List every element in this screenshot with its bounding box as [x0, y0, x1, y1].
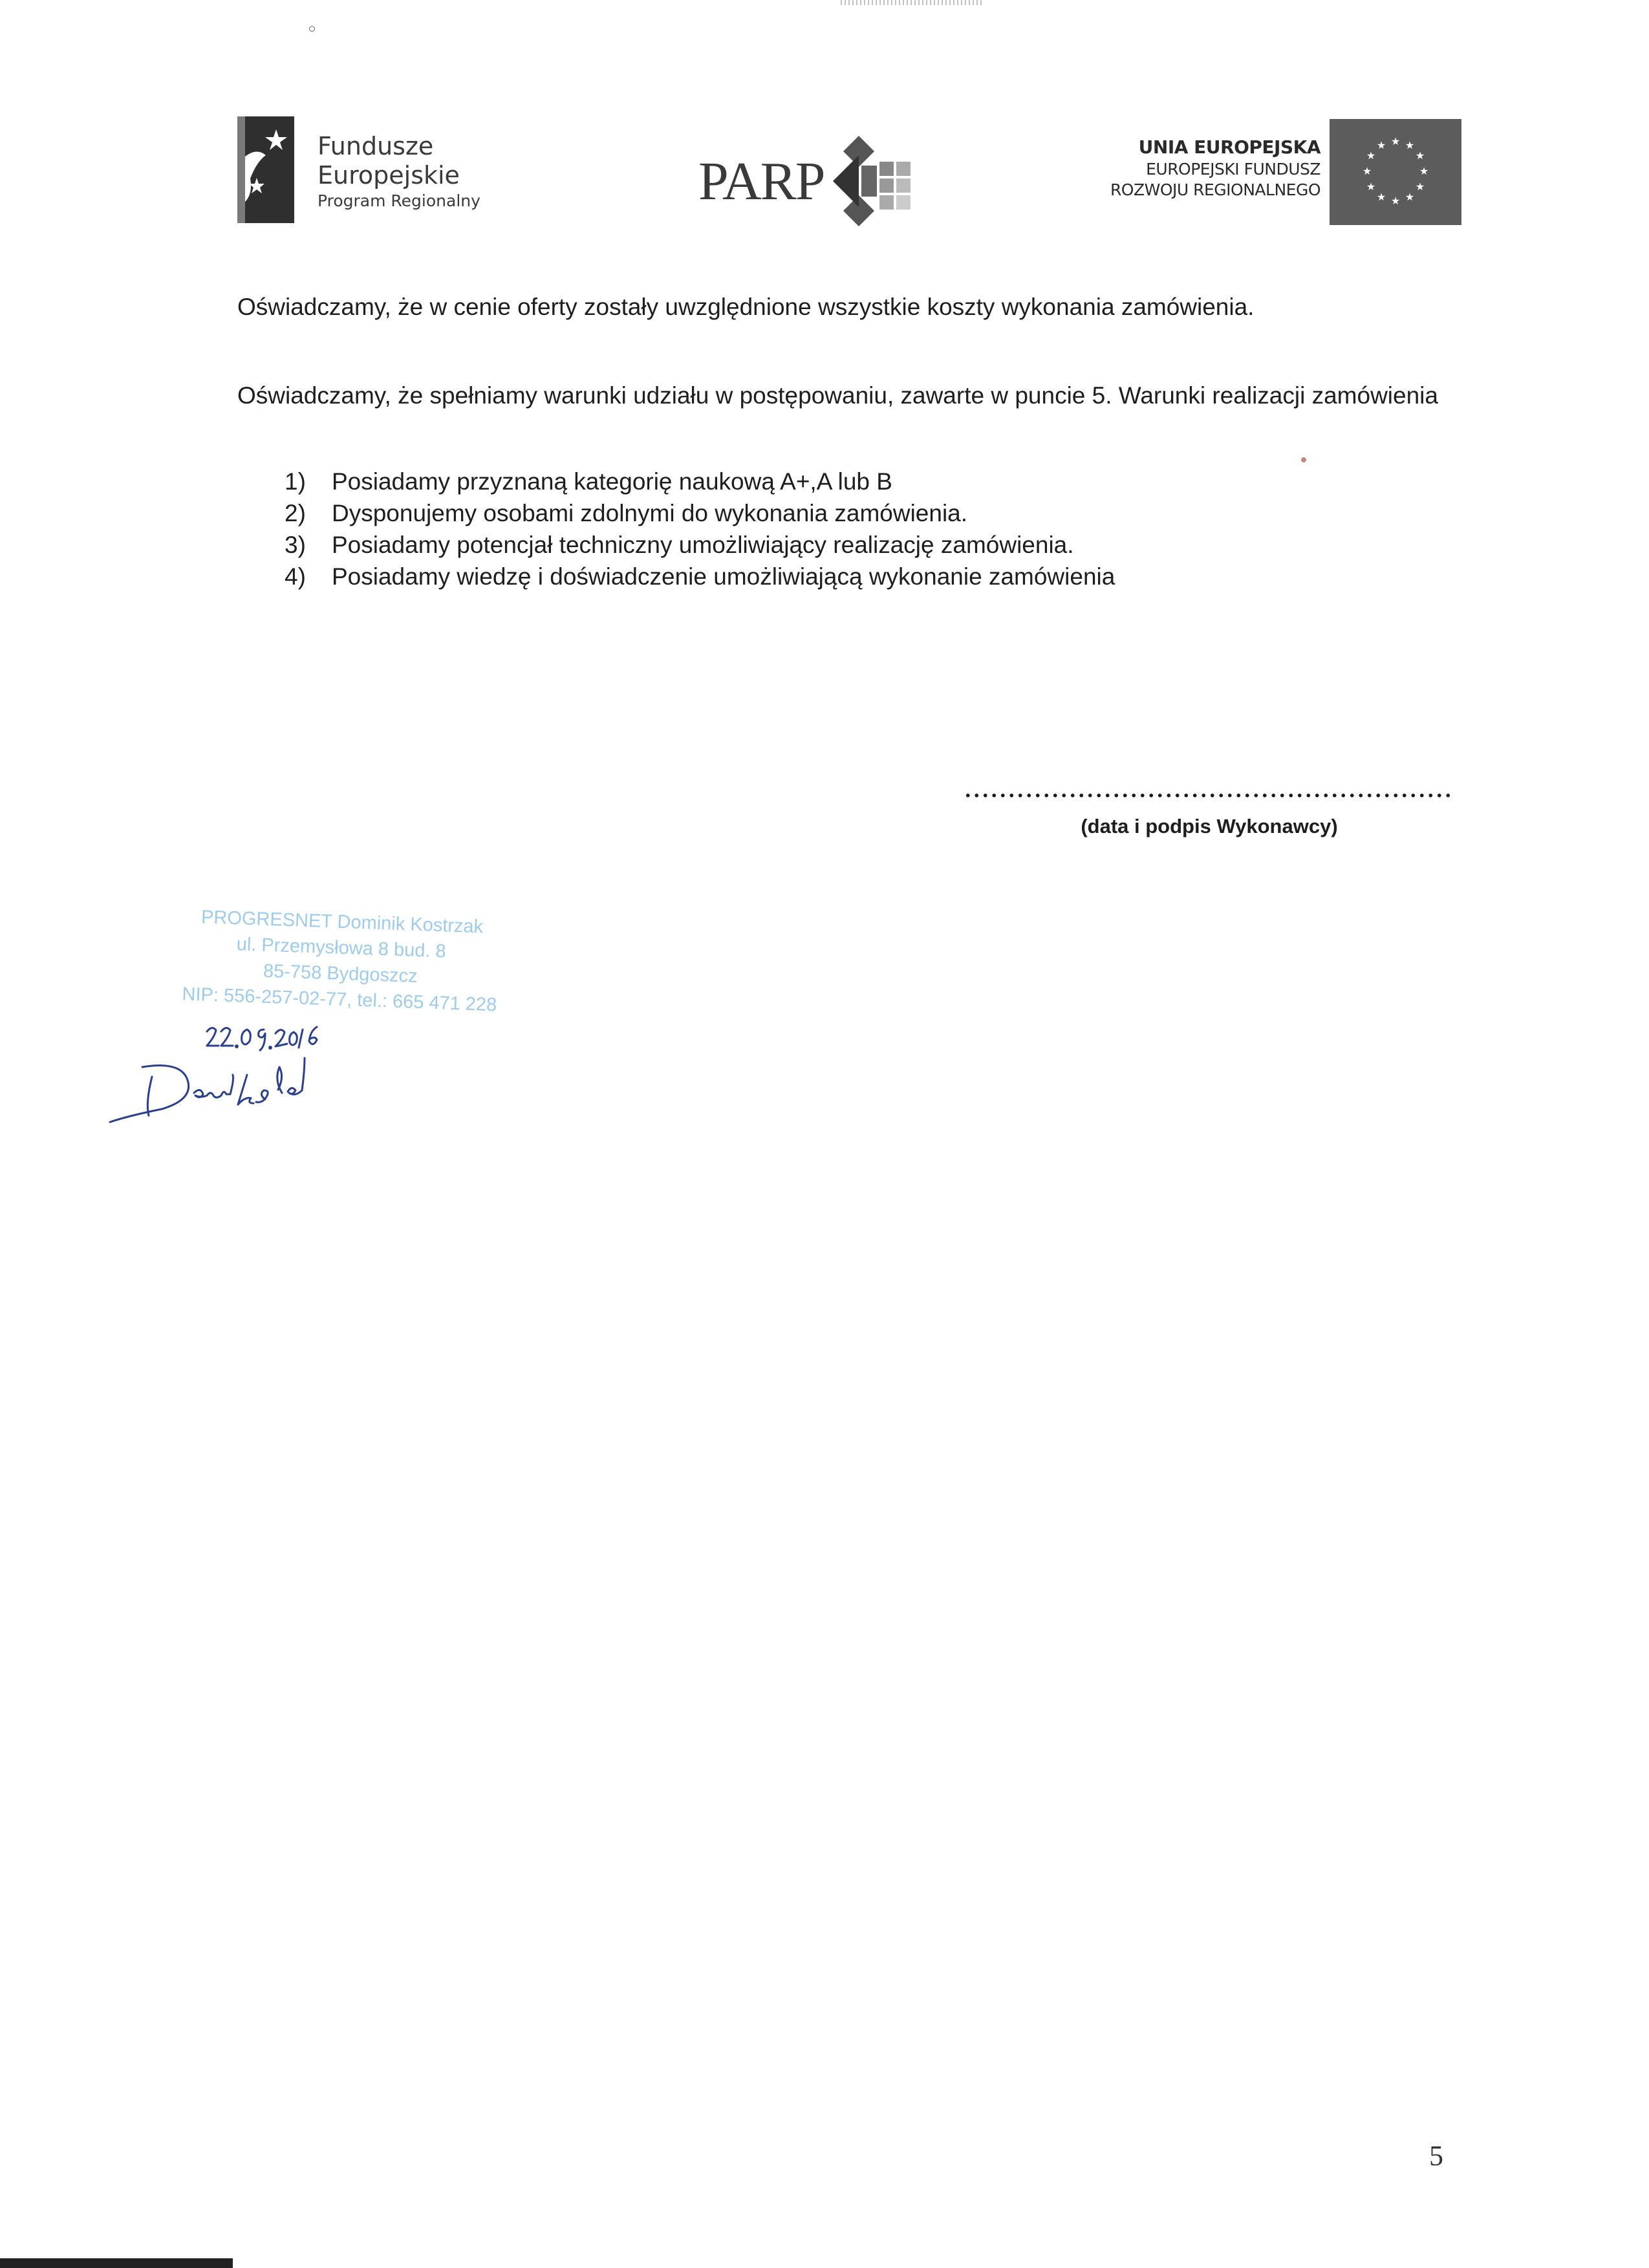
stamp-city: 85-758 Bydgoszcz: [263, 960, 418, 987]
list-item: 3) Posiadamy potencjał techniczny umożliwiający realizację zamówienia.: [285, 532, 1074, 558]
fe-title-line2: Europejskie: [318, 161, 460, 189]
scan-artifact-top: [841, 0, 983, 5]
parp-logo: [698, 136, 918, 226]
stamp-nip: NIP: 556-257-02-77, tel.: 665 471 228: [182, 984, 497, 1016]
stamp-street: ul. Przemysłowa 8 bud. 8: [236, 934, 447, 962]
svg-text:★: ★: [1419, 165, 1429, 177]
unia-europejska-logo: [1061, 118, 1461, 228]
stamp-company: PROGRESNET Dominik Kostrzak: [200, 907, 484, 938]
parp-text: PARP: [698, 151, 824, 211]
list-item: 1) Posiadamy przyznaną kategorię naukową A+,A lub B: [285, 468, 892, 495]
list-item: 2) Dysponujemy osobami zdolnymi do wykonania zamówienia.: [285, 500, 968, 526]
signature-caption: (data i podpis Wykonawcy): [1081, 815, 1338, 837]
page-number: 5: [1429, 2140, 1443, 2172]
statement-costs: Oświadczamy, że w cenie oferty zostały uwzględnione wszystkie koszty wykonania zamówienia.: [237, 294, 1255, 320]
ue-title: UNIA EUROPEJSKA: [1138, 136, 1320, 158]
eu-flag-icon: [1330, 119, 1461, 225]
scan-artifact-bottom: [0, 2258, 233, 2268]
ue-text: [1110, 136, 1320, 200]
conditions-list: [285, 466, 1384, 592]
signature-dotted-line: [964, 793, 1455, 798]
company-stamp: [138, 902, 543, 1020]
fe-text: [318, 132, 512, 212]
svg-text:★: ★: [1390, 135, 1401, 147]
svg-text:★: ★: [1415, 180, 1425, 193]
svg-text:★: ★: [1415, 149, 1425, 162]
scan-dot: [309, 26, 315, 32]
svg-text:★: ★: [1405, 139, 1415, 151]
svg-text:★: ★: [1376, 191, 1386, 203]
statement-conditions: Oświadczamy, że spełniamy warunki udziału w postępowaniu, zawarte w puncie 5. Warunki realizacji zamówienia: [237, 382, 1438, 409]
svg-text:★: ★: [1362, 165, 1372, 177]
fundusze-europejskie-logo: [237, 116, 509, 226]
ue-line3: ROZWOJU REGIONALNEGO: [1110, 180, 1320, 199]
fe-title-line1: Fundusze: [318, 132, 434, 160]
parp-arrow-icon: [833, 136, 916, 226]
fe-flag-icon: [237, 116, 294, 223]
svg-text:★: ★: [1366, 180, 1376, 193]
speck-dot: [1301, 457, 1306, 462]
handwritten-signature-icon: [103, 1015, 427, 1138]
svg-text:★: ★: [1405, 191, 1415, 203]
fe-subtitle: Program Regionalny: [318, 191, 480, 210]
list-item: 4) Posiadamy wiedzę i doświadczenie umożliwiającą wykonanie zamówienia: [285, 563, 1116, 590]
svg-text:★: ★: [1376, 139, 1386, 151]
svg-text:★: ★: [1390, 195, 1401, 207]
ue-line2: EUROPEJSKI FUNDUSZ: [1146, 160, 1320, 178]
svg-text:★: ★: [1366, 149, 1376, 162]
